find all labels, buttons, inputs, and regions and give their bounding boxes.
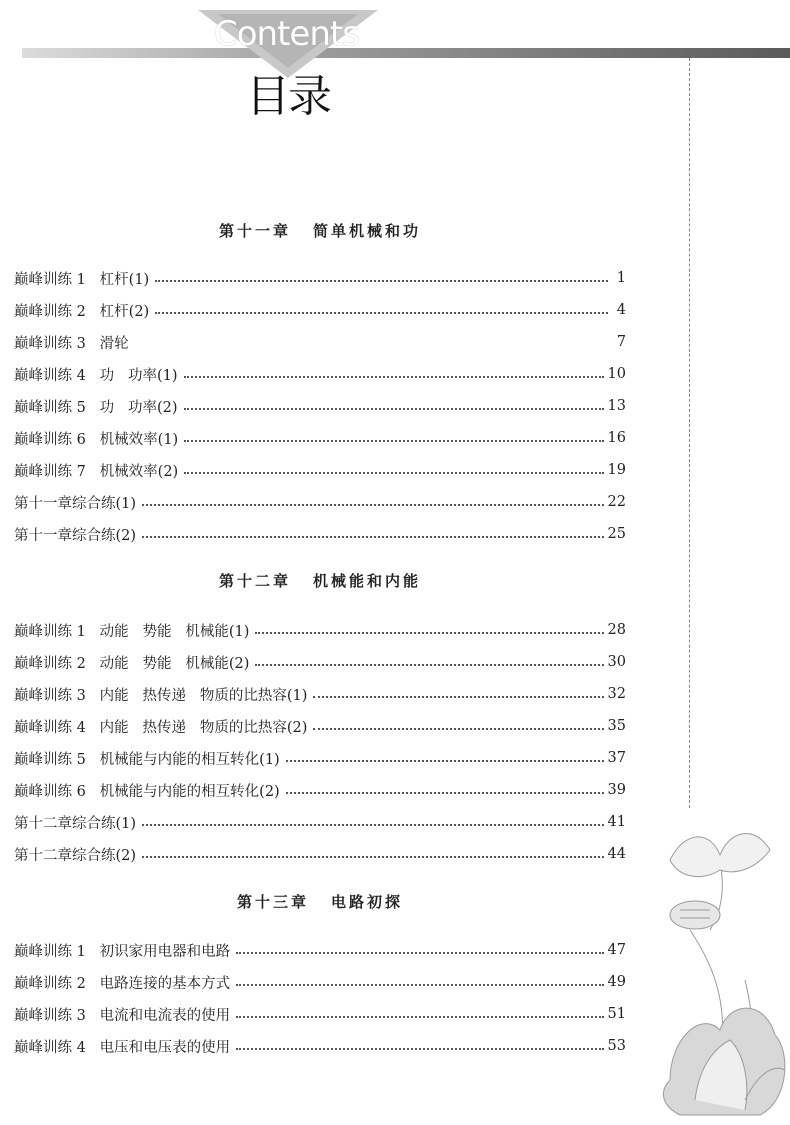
toc-entry[interactable]	[14, 747, 626, 769]
leader-dots	[286, 760, 604, 762]
entry-page: 41	[607, 814, 626, 830]
entry-label: 巅峰训练 1 初识家用电器和电路	[14, 943, 231, 960]
leader-dots	[255, 632, 603, 634]
toc-entry[interactable]	[14, 523, 626, 545]
leader-dots	[142, 504, 604, 506]
entry-label: 巅峰训练 6 机械能与内能的相互转化(2)	[14, 783, 280, 800]
chapter-subtitle: 电路初探	[331, 893, 404, 911]
chapter-number: 第十二章	[218, 572, 291, 590]
toc-entry[interactable]	[14, 683, 626, 705]
entry-page: 1	[616, 270, 626, 286]
toc-entry[interactable]	[14, 331, 626, 353]
leader-dots	[255, 664, 603, 666]
entry-page: 4	[616, 302, 626, 318]
entry-label: 巅峰训练 2 杠杆(2)	[14, 303, 150, 320]
leader-dots	[142, 856, 604, 858]
leader-dots	[236, 952, 603, 954]
entry-label: 巅峰训练 5 机械能与内能的相互转化(1)	[14, 751, 280, 768]
leader-dots	[236, 1016, 603, 1018]
entry-page: 16	[607, 430, 626, 446]
chapter-subtitle: 机械能和内能	[313, 572, 422, 590]
toc-entry[interactable]	[14, 715, 626, 737]
leader-dots	[184, 440, 603, 442]
entry-label: 巅峰训练 6 机械效率(1)	[14, 431, 179, 448]
lotus-illustration	[650, 800, 790, 1120]
entry-label: 巅峰训练 1 杠杆(1)	[14, 271, 150, 288]
leader-dots	[184, 376, 604, 378]
leader-dots	[236, 1048, 603, 1050]
entry-page: 22	[607, 494, 626, 510]
entry-label: 巅峰训练 1 动能 势能 机械能(1)	[14, 623, 250, 640]
entry-page: 10	[607, 366, 626, 382]
entry-page: 19	[607, 462, 626, 478]
entry-label: 巅峰训练 5 功 功率(2)	[14, 399, 178, 416]
entry-label: 巅峰训练 2 电路连接的基本方式	[14, 975, 231, 992]
entry-label: 巅峰训练 3 内能 热传递 物质的比热容(1)	[14, 687, 308, 704]
contents-word: Contents	[214, 14, 359, 54]
leader-dots	[184, 408, 604, 410]
toc-entry[interactable]	[14, 363, 626, 385]
entry-page: 44	[607, 846, 626, 862]
leader-dots	[313, 728, 603, 730]
leader-dots	[155, 312, 608, 314]
entry-label: 第十二章综合练(1)	[14, 815, 137, 832]
toc-entry[interactable]	[14, 395, 626, 417]
entry-page: 49	[607, 974, 626, 990]
dashed-margin-line	[689, 58, 690, 808]
entry-page: 53	[607, 1038, 626, 1054]
entry-page: 37	[607, 750, 626, 766]
toc-entry[interactable]	[14, 651, 626, 673]
entry-label: 巅峰训练 3 滑轮	[14, 335, 129, 352]
entry-label: 巅峰训练 4 内能 热传递 物质的比热容(2)	[14, 719, 308, 736]
toc-entry[interactable]	[14, 267, 626, 289]
entry-page: 47	[607, 942, 626, 958]
entry-label: 巅峰训练 2 动能 势能 机械能(2)	[14, 655, 250, 672]
leader-dots	[313, 696, 603, 698]
leader-dots	[155, 280, 608, 282]
toc-entry[interactable]	[14, 427, 626, 449]
chapter-number: 第十三章	[236, 893, 309, 911]
toc-entry[interactable]	[14, 843, 626, 865]
leader-dots	[286, 792, 604, 794]
entry-page: 35	[607, 718, 626, 734]
toc-entry[interactable]	[14, 619, 626, 641]
entry-label: 第十一章综合练(2)	[14, 527, 137, 544]
entry-page: 32	[607, 686, 626, 702]
chapter-heading	[14, 891, 626, 912]
entry-label: 巅峰训练 7 机械效率(2)	[14, 463, 179, 480]
entry-page: 7	[616, 334, 626, 350]
toc-entry[interactable]	[14, 811, 626, 833]
chapter-subtitle: 简单机械和功	[313, 222, 422, 240]
toc-entry[interactable]	[14, 939, 626, 961]
leader-dots	[142, 536, 604, 538]
entry-label: 第十一章综合练(1)	[14, 495, 137, 512]
chapter-heading	[14, 220, 626, 241]
entry-label: 第十二章综合练(2)	[14, 847, 137, 864]
toc-entry[interactable]	[14, 779, 626, 801]
chapter-heading	[14, 570, 626, 591]
entry-page: 13	[607, 398, 626, 414]
entry-page: 28	[607, 622, 626, 638]
entry-page: 51	[607, 1006, 626, 1022]
toc-entry[interactable]	[14, 971, 626, 993]
toc-entry[interactable]	[14, 491, 626, 513]
leader-dots	[142, 824, 604, 826]
entry-page: 39	[607, 782, 626, 798]
toc-entry[interactable]	[14, 1003, 626, 1025]
entry-label: 巅峰训练 4 电压和电压表的使用	[14, 1039, 231, 1056]
leader-dots	[184, 472, 603, 474]
toc-entry[interactable]	[14, 299, 626, 321]
leader-dots	[236, 984, 603, 986]
entry-page: 30	[607, 654, 626, 670]
toc-entry[interactable]	[14, 459, 626, 481]
entry-label: 巅峰训练 4 功 功率(1)	[14, 367, 178, 384]
entry-page: 25	[607, 526, 626, 542]
chapter-number: 第十一章	[218, 222, 291, 240]
header-bar	[22, 48, 790, 58]
entry-label: 巅峰训练 3 电流和电流表的使用	[14, 1007, 231, 1024]
page-title: 目录	[246, 71, 330, 122]
toc-entry[interactable]	[14, 1035, 626, 1057]
